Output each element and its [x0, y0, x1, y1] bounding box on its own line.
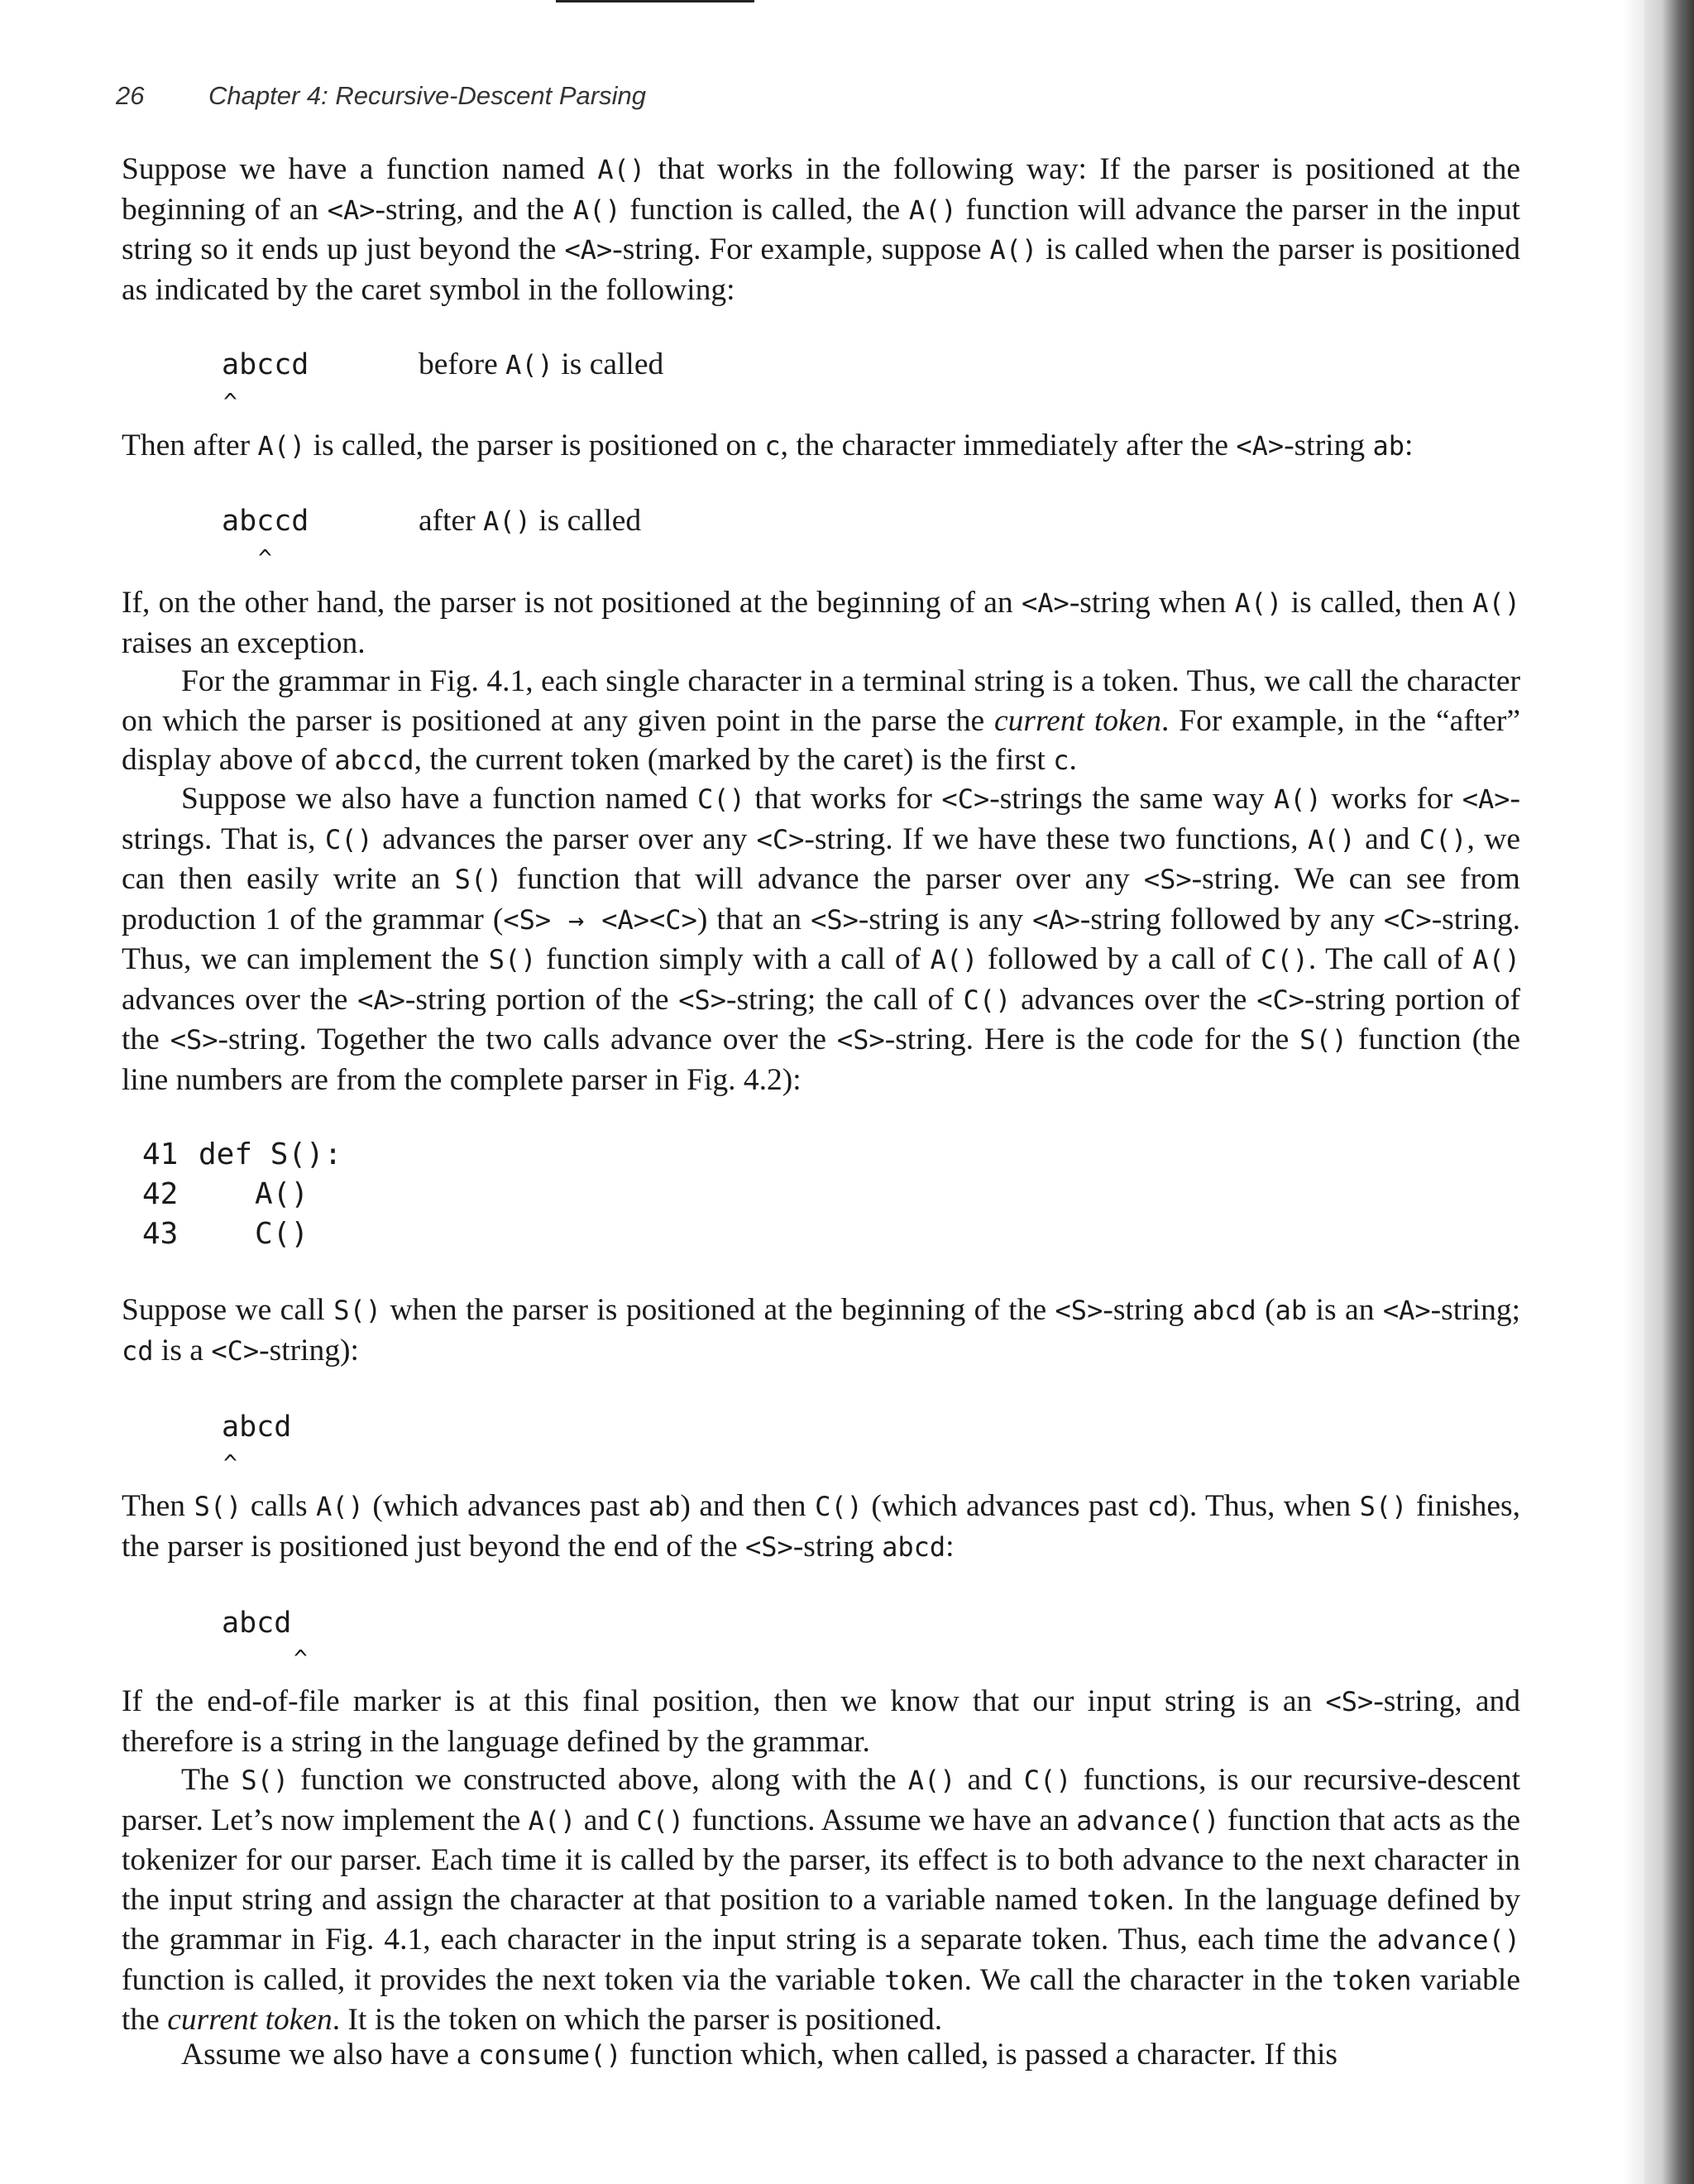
- page-edge-shadow: [1623, 0, 1644, 2184]
- paragraph-9: The S() function we constructed above, along with the A() and C() functions, is our recursive-descent parser. Let’s now implement the A() and C() functions. Assume we have an advance() function that acts as the tokenizer for our parser. Each time it is called by the parser, its effect is to both advance to the next character in the input string and assign the character at that position to a variable named token. In the language defined by the grammar in Fig. 4.1, each character in the input string is a separate token. Thus, each time the advance() function is called, it provides the next token via the variable token. We call the character in the token variable the current token. It is the token on which the parser is positioned.: [122, 1763, 1521, 2037]
- page-number: 26: [116, 81, 145, 110]
- paragraph-8: If the end-of-file marker is at this final position, then we know that our input string is an <S>-string, and therefore is a string in the language defined by the grammar.: [122, 1684, 1520, 1759]
- paragraph-10: Assume we also have a consume() function which, when called, is passed a character. If this: [181, 2038, 1337, 2071]
- paragraph-4: For the grammar in Fig. 4.1, each single character in a terminal string is a token. Thus, we call the character on which the parser is positioned at any given point in the parse the current token. For example, in the “after” display above of abccd, the current token (marked by the caret) is the first c.: [122, 664, 1521, 777]
- example-end: [222, 1605, 419, 1640]
- paragraph-5: Suppose we also have a function named C() that works for <C>-strings the same way A() works for <A>-strings. That is, C() advances the parser over any <C>-string. If we have these two functions, A() and C(), we can then easily write an S() function that will advance the parser over any <S>-string. We can see from production 1 of the grammar (<S> → <A><C>) that an <S>-string is any <A>-string followed by any <C>-string. Thus, we can implement the S() function simply with a call of A() followed by a call of C(). The call of A() advances over the <A>-string portion of the <S>-string; the call of C() advances over the <C>-string portion of the <S>-string. Together the two calls advance over the <S>-string. Here is the code for the S() function (the line numbers are from the complete parser in Fig. 4.2):: [122, 782, 1520, 1097]
- paragraph-7: Then S() calls A() (which advances past ab) and then C() (which advances past cd). Thus, when S() finishes, the parser is positioned just beyond the end of the <S>-string abcd:: [122, 1489, 1520, 1564]
- paragraph-1: Suppose we have a function named A() that works in the following way: If the parser is positioned at the beginning of an <A>-string, and the A() function is called, the A() function will advance the parser in the input string so it ends up just beyond the <A>-string. For example, suppose A() is called when the parser is positioned as indicated by the caret symbol in the following:: [122, 152, 1520, 307]
- example-start: [222, 1409, 419, 1444]
- caret-marker: ^: [258, 544, 272, 572]
- top-rule: [556, 0, 754, 2]
- code-line: 43 C(): [142, 1217, 309, 1251]
- caret-marker: ^: [294, 1645, 308, 1672]
- paragraph-6: Suppose we call S() when the parser is positioned at the beginning of the <S>-string abcd (ab is an <A>-string; cd is a <C>-string):: [122, 1293, 1520, 1367]
- code-listing: [142, 1135, 342, 1254]
- code-line: 41 def S():: [142, 1138, 342, 1171]
- running-header: [116, 81, 646, 111]
- paragraph-2: Then after A() is called, the parser is positioned on c, the character immediately after the <A>-string ab:: [122, 429, 1414, 462]
- example-string: abccd: [222, 348, 309, 381]
- code-line: 42 A(): [142, 1177, 309, 1211]
- caret-marker: ^: [223, 1449, 237, 1477]
- example-string: abcd: [222, 1410, 292, 1444]
- example-string: abccd: [222, 505, 309, 538]
- example-after: abccd after A() is called: [222, 504, 642, 538]
- example-before: abccd before A() is called: [222, 347, 664, 381]
- example-string: abcd: [222, 1607, 292, 1640]
- chapter-title: Chapter 4: Recursive-Descent Parsing: [208, 81, 646, 110]
- paragraph-3: If, on the other hand, the parser is not positioned at the beginning of an <A>-string when A() is called, then A() raises an exception.: [122, 586, 1520, 660]
- caret-marker: ^: [223, 388, 237, 415]
- book-binding-edge: [1644, 0, 1694, 2184]
